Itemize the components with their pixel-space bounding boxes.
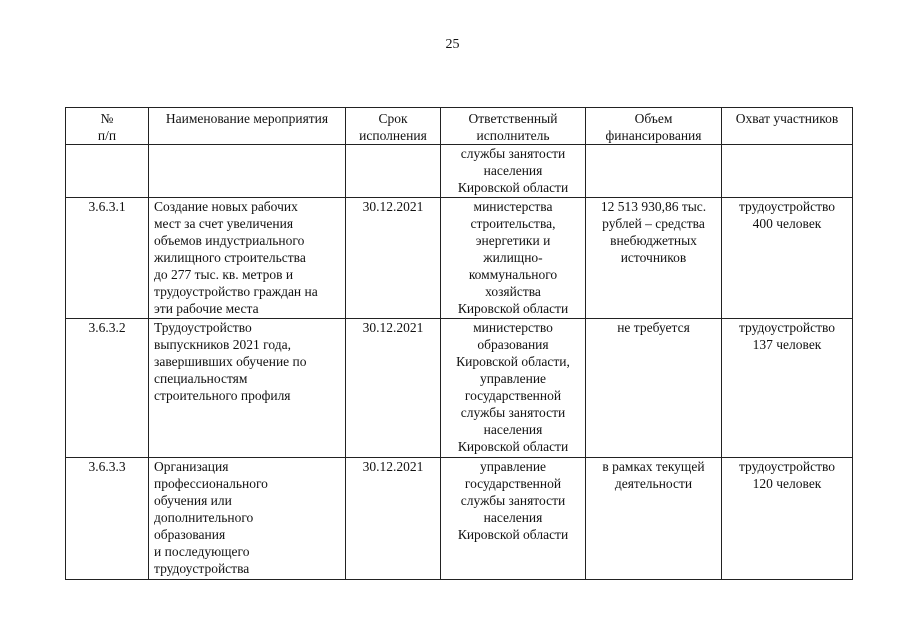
header-executor: Ответственный исполнитель (441, 108, 586, 145)
table-row (66, 198, 853, 319)
cell-coverage (722, 145, 853, 198)
cell-financing: в рамках текущей деятельности (586, 458, 722, 580)
header-financing: Объем финансирования (586, 108, 722, 145)
measures-table (65, 107, 853, 580)
header-number: № п/п (66, 108, 149, 145)
cell-coverage: трудоустройство 137 человек (722, 319, 853, 458)
cell-name: Создание новых рабочих мест за счет увеличения объемов индустриального жилищного строительства до 277 тыс. кв. метров и трудоустройство граждан на эти рабочие места (149, 198, 346, 319)
cell-number: 3.6.3.2 (66, 319, 149, 458)
table-header-row (66, 108, 853, 145)
cell-number: 3.6.3.3 (66, 458, 149, 580)
cell-financing: не требуется (586, 319, 722, 458)
cell-number (66, 145, 149, 198)
cell-executor: управление государственной службы занятости населения Кировской области (441, 458, 586, 580)
cell-coverage: трудоустройство 120 человек (722, 458, 853, 580)
header-coverage: Охват участников (722, 108, 853, 145)
cell-executor: службы занятости населения Кировской области (441, 145, 586, 198)
cell-deadline: 30.12.2021 (346, 198, 441, 319)
cell-financing (586, 145, 722, 198)
header-name: Наименование мероприятия (149, 108, 346, 145)
cell-name (149, 145, 346, 198)
cell-name: Организация профессионального обучения или дополнительного образования и последующего трудоустройства (149, 458, 346, 580)
cell-deadline: 30.12.2021 (346, 319, 441, 458)
cell-financing: 12 513 930,86 тыс. рублей – средства внебюджетных источников (586, 198, 722, 319)
cell-executor: министерства строительства, энергетики и жилищно- коммунального хозяйства Кировской области (441, 198, 586, 319)
table-row-continuation (66, 145, 853, 198)
header-deadline: Срок исполнения (346, 108, 441, 145)
table-row (66, 458, 853, 580)
cell-name: Трудоустройство выпускников 2021 года, завершивших обучение по специальностям строительного профиля (149, 319, 346, 458)
cell-number: 3.6.3.1 (66, 198, 149, 319)
cell-deadline: 30.12.2021 (346, 458, 441, 580)
page-number: 25 (445, 37, 460, 52)
cell-deadline (346, 145, 441, 198)
table-row (66, 319, 853, 458)
cell-coverage: трудоустройство 400 человек (722, 198, 853, 319)
cell-executor: министерство образования Кировской области, управление государственной службы занятости населения Кировской области (441, 319, 586, 458)
